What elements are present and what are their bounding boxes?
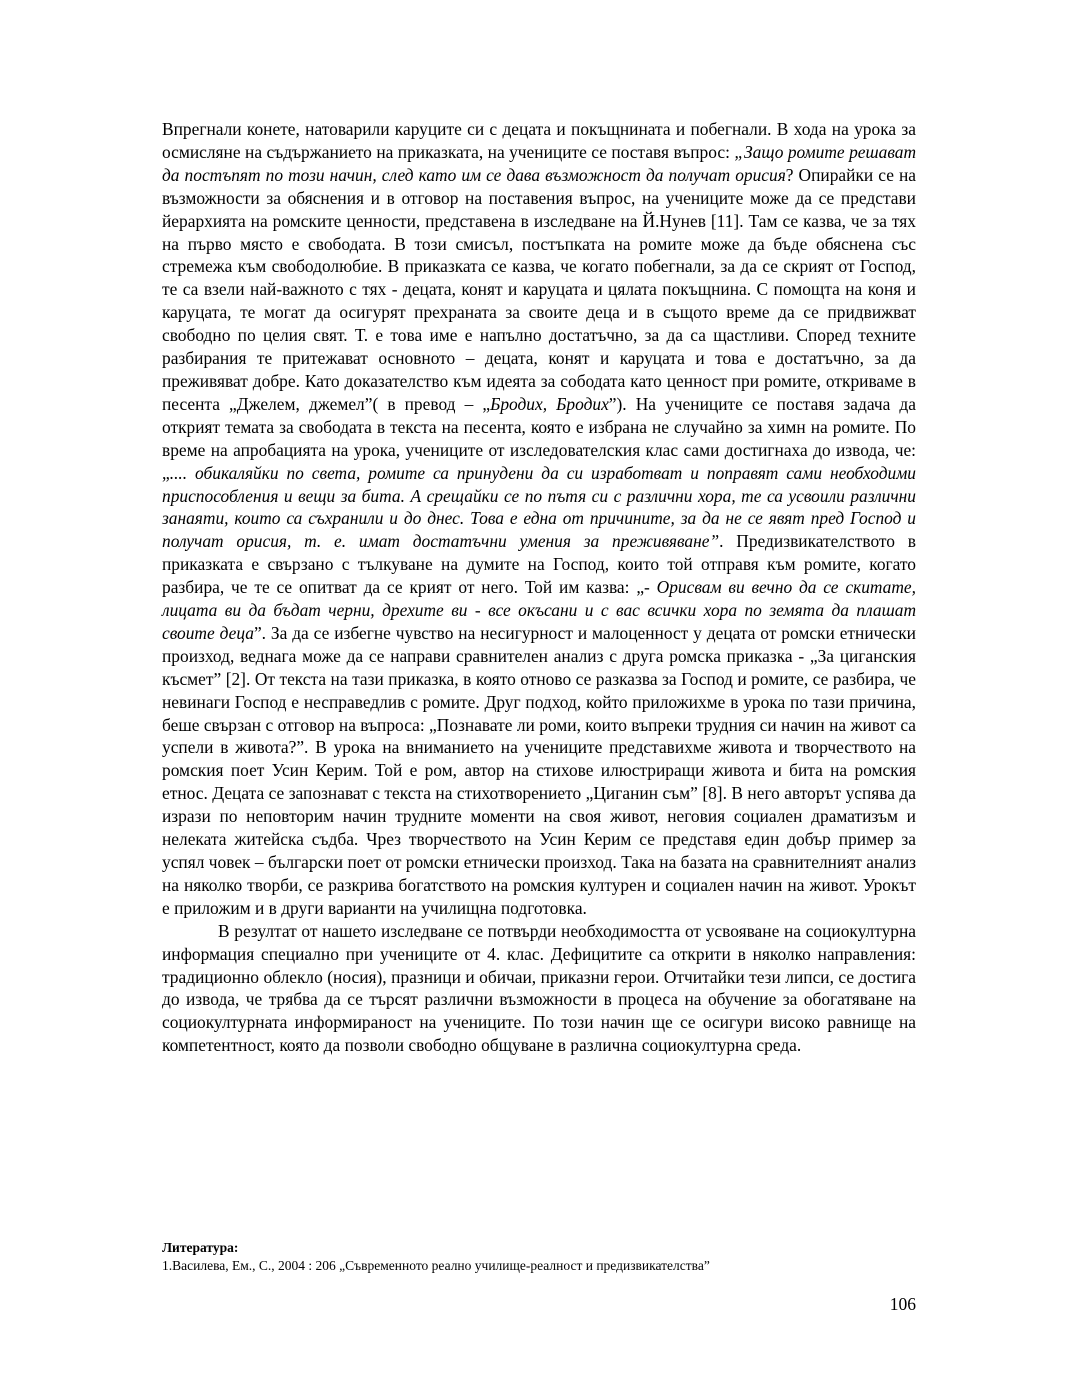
paragraph-2: В резултат от нашето изследване се потвърди необходимостта от усвояване на социокултурна информация специално при учениците от 4. клас. Дефицитите са открити в няколко направления: традиционно облекло (носия), празници и обичаи, приказни герои. Отчитайки тези липси, се достига до извода, че трябва да се търсят различни възможности в процеса на обучение за обогатяване на социокултурната информираност на учениците. По този начин ще се осигури високо равнище на компетентност, която да позволи свободно общуване в различна социокултурна среда. xyxy=(162,920,916,1056)
references-title: Литература: xyxy=(162,1240,239,1255)
references-section xyxy=(162,1239,916,1275)
italic-student-quote: .... обикаляйки по света, ромите са принудени да си изработват и поправят сами необходими приспособления и вещи за бита. А срещайки се по пътя си с различни хора, те са усвоили различни занаяти, които са съхранили и до днес. Това е една от причините, за да не се явят пред Господ и получат орисия, т. е. имат достатъчни умения за преживяване” xyxy=(162,462,916,552)
document-body xyxy=(162,118,916,1057)
text-run: ”). На учениците се поставя задача да открият темата за свободата в текста на песента, която е избрана не случайно за химн на ромите. По време на апробацията на урока, учениците от изследователския клас сами достигнаха до извода, че: „ xyxy=(162,393,916,483)
reference-item: 1.Василева, Ем., С., 2004 : 206 „Съвременното реално училище-реалност и предизвикателства” xyxy=(162,1258,710,1273)
italic-god-quote: Орисвам ви вечно да се скитате, лицата ви да бъдат черни, дрехите ви - все окъсани и с вас всички хора по земята да плашат своите деца xyxy=(162,577,916,643)
italic-song-title: Бродих, Бродих xyxy=(490,393,609,414)
text-run: Впрегнали конете, натоварили каруците си с децата и покъщнината и побегнали. В хода на урока за осмисляне на съдържанието на приказката, на учениците се поставя въпрос: xyxy=(162,119,916,162)
text-run: ”. За да се избегне чувство на несигурност и малоценност у децата от ромски етнически произход, веднага може да се направи сравнителен анализ с друга ромска приказка - „За циганския късмет” [2]. От текста на тази приказка, в която отново се разказва за Господ и ромите, се разбира, че невинаги Господ е несправедлив с ромите. Друг подход, който приложихме в урока по тази причина, беше свързан с отговор на въпроса: „Познавате ли роми, които въпреки трудния си начин на живот са успели в живота?”. В урока на вниманието на учениците представихме живота и творчеството на ромския поет Усин Керим. Той е ром, автор на стихове илюстриращи живота и бита на ромския етнос. Децата се запознават с текста на стихотворението „Циганин съм” [8]. В него авторът успява да изрази по неповторим начин трудните моменти на своя живот, неговия социален драматизъм и нелеката житейска съдба. Чрез творчеството на Усин Керим се представя един добър пример за успял човек – български поет от ромски етнически произход. Така на базата на сравнителният анализ на няколко творби, се разкрива богатството на ромския културен и социален начин на живот. Урокът е приложим и в други варианти на училищна подготовка. xyxy=(162,622,916,918)
text-run: . Предизвикателството в приказката е свързано с тълкуване на думите на Господ, които той отправя към ромите, когато разбира, че те се опитват да се крият от него. Той им казва: „- xyxy=(162,531,917,598)
italic-question: „Защо ромите решават да постъпят по този начин, след като им се дава възможност да получат орисия xyxy=(162,141,916,185)
text-run: ? Опирайки се на възможности за обяснения и в отговор на поставения въпрос, на учениците може да се представи йерархията на ромските ценности, представена в изследване на Й.Нунев [11]. Там се казва, че за тях на първо място е свободата. В този смисъл, постъпката на ромите може да бъде обяснена със стремежа към свободолюбие. В приказката се казва, че когато побегнали, за да се скрият от Господ, те са взели най-важното с тях - децата, конят и каруцата и цялата покъщнина. С помощта на коня и каруцата, те могат да осигурят прехраната за своите деца и в същото време да се придвижват свободно по целия свят. Т. е това име е напълно достатъчно, за да са щастливи. Според техните разбирания те притежават основното – децата, конят и каруцата и това е достатъчно, за да преживяват добре. Като доказателство към идеята за сободата като ценност при ромите, откриваме в песента „Джелем, джемел”( в превод – „ xyxy=(162,164,916,414)
page-number: 106 xyxy=(889,1294,916,1314)
paragraph-1 xyxy=(162,118,916,920)
